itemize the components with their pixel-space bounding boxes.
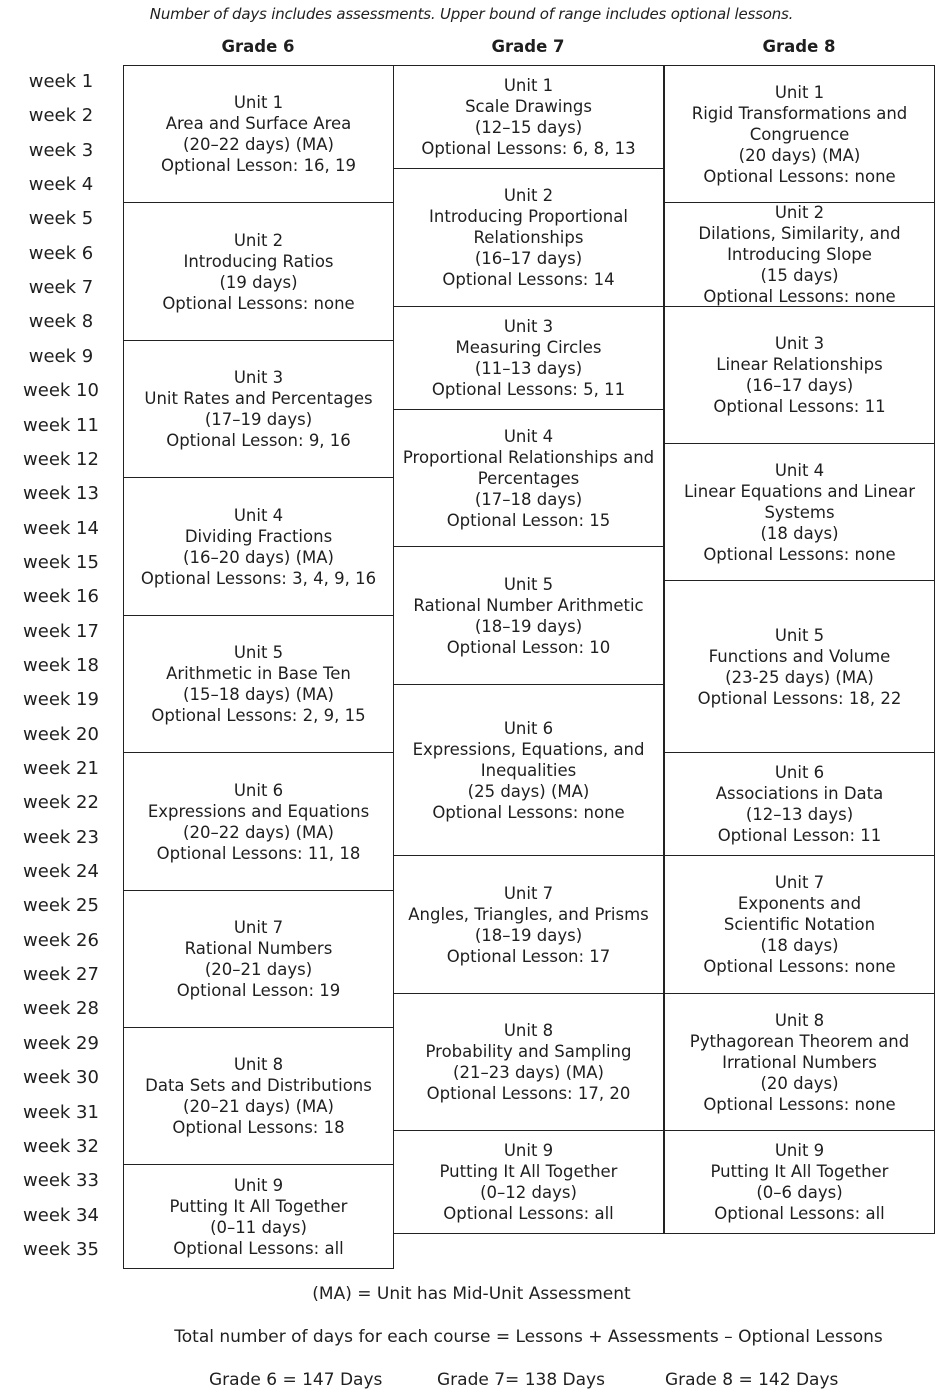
grade6-unit-8-cell bbox=[123, 1027, 394, 1165]
unit-detail-line: Optional Lessons: 3, 4, 9, 16 bbox=[140, 568, 377, 588]
week-label: week 19 bbox=[23, 689, 99, 711]
week-label: week 5 bbox=[28, 208, 94, 230]
unit-number: Unit 7 bbox=[233, 918, 284, 937]
unit-detail-line: Optional Lessons: none bbox=[703, 544, 896, 564]
unit-detail-line: (18 days) bbox=[760, 936, 839, 955]
unit-detail-line: Measuring Circles bbox=[455, 338, 602, 357]
unit-detail-line: Congruence bbox=[749, 124, 850, 144]
week-label: week 25 bbox=[23, 895, 99, 917]
grade8-unit-6-cell bbox=[664, 752, 935, 856]
unit-detail-line: Optional Lessons: all bbox=[173, 1238, 344, 1258]
unit-detail-line: Percentages bbox=[477, 468, 580, 488]
unit-detail-line: Linear Equations and Linear bbox=[683, 481, 915, 501]
unit-number: Unit 4 bbox=[233, 505, 284, 525]
unit-detail-line: Probability and Sampling bbox=[425, 1042, 632, 1061]
week-label: week 14 bbox=[23, 517, 99, 539]
unit-detail-line: Proportional Relationships and bbox=[402, 447, 655, 467]
unit-detail-line: (18–19 days) bbox=[474, 925, 583, 945]
grade8-unit-8-cell bbox=[664, 993, 935, 1131]
week-label: week 22 bbox=[23, 792, 99, 814]
unit-detail-line: Relationships bbox=[473, 228, 584, 247]
unit-number: Unit 3 bbox=[774, 334, 825, 353]
unit-detail-line: (11–13 days) bbox=[474, 359, 583, 378]
unit-detail-line: Optional Lessons: none bbox=[432, 802, 625, 822]
grade8-unit-4-cell bbox=[664, 443, 935, 581]
unit-number: Unit 4 bbox=[503, 426, 554, 446]
grade6-unit-7-cell bbox=[123, 890, 394, 1028]
grade-6-header: Grade 6 bbox=[221, 37, 295, 56]
unit-detail-line: Optional Lessons: 11, 18 bbox=[156, 843, 361, 863]
unit-detail-line: Optional Lessons: 6, 8, 13 bbox=[421, 139, 636, 158]
unit-detail-line: Optional Lesson: 19 bbox=[176, 981, 341, 1000]
unit-number: Unit 5 bbox=[503, 574, 554, 594]
unit-detail-line: Dilations, Similarity, and bbox=[698, 224, 901, 243]
unit-detail-line: Optional Lesson: 15 bbox=[446, 510, 611, 530]
unit-number: Unit 9 bbox=[503, 1141, 554, 1160]
week-label: week 28 bbox=[23, 998, 99, 1020]
unit-detail-line: Rational Number Arithmetic bbox=[413, 595, 644, 615]
unit-detail-line: (16–17 days) bbox=[474, 249, 583, 268]
grade6-unit-1-cell bbox=[123, 65, 394, 203]
grade7-unit-6-cell bbox=[393, 684, 664, 856]
unit-detail-line: (20–22 days) (MA) bbox=[183, 822, 334, 842]
week-label: week 30 bbox=[23, 1067, 99, 1089]
unit-detail-line: (12–13 days) bbox=[745, 805, 854, 824]
unit-number: Unit 7 bbox=[774, 873, 825, 892]
week-label: week 20 bbox=[23, 723, 99, 745]
unit-detail-line: Data Sets and Distributions bbox=[145, 1076, 372, 1095]
unit-number: Unit 2 bbox=[774, 203, 825, 222]
week-label: week 24 bbox=[23, 861, 99, 883]
unit-detail-line: Rational Numbers bbox=[184, 939, 333, 958]
grade-7-total: Grade 7= 138 Days bbox=[437, 1370, 605, 1390]
unit-detail-line: Optional Lesson: 11 bbox=[717, 826, 882, 845]
week-label: week 31 bbox=[23, 1101, 99, 1123]
week-label: week 12 bbox=[23, 448, 99, 470]
unit-detail-line: Putting It All Together bbox=[710, 1162, 889, 1181]
grade6-unit-5-cell bbox=[123, 615, 394, 753]
unit-detail-line: (15–18 days) (MA) bbox=[183, 685, 334, 704]
unit-number: Unit 6 bbox=[233, 780, 284, 800]
unit-detail-line: Optional Lessons: none bbox=[703, 957, 896, 976]
unit-detail-line: Optional Lessons: none bbox=[703, 287, 896, 306]
unit-number: Unit 2 bbox=[233, 230, 284, 250]
week-label: week 23 bbox=[23, 826, 99, 848]
week-label: week 18 bbox=[23, 654, 99, 676]
unit-detail-line: Linear Relationships bbox=[716, 355, 883, 374]
week-label: week 15 bbox=[23, 551, 99, 573]
unit-number: Unit 8 bbox=[503, 1021, 554, 1040]
unit-number: Unit 4 bbox=[774, 460, 825, 480]
week-label: week 13 bbox=[23, 483, 99, 505]
unit-detail-line: Optional Lessons: none bbox=[162, 293, 355, 313]
unit-detail-line: (16–20 days) (MA) bbox=[183, 547, 334, 567]
week-label: week 7 bbox=[28, 277, 94, 299]
unit-detail-line: Optional Lessons: 2, 9, 15 bbox=[151, 706, 366, 725]
week-label: week 8 bbox=[28, 311, 94, 333]
unit-detail-line: (20 days) (MA) bbox=[738, 145, 861, 165]
grade7-unit-2-cell bbox=[393, 168, 664, 307]
unit-detail-line: (15 days) bbox=[760, 266, 839, 285]
unit-detail-line: Optional Lessons: 14 bbox=[442, 270, 615, 289]
unit-detail-line: Expressions, Equations, and bbox=[412, 739, 645, 759]
unit-detail-line: Introducing Ratios bbox=[183, 251, 334, 271]
unit-detail-line: (20–22 days) (MA) bbox=[183, 135, 334, 154]
grade6-unit-2-cell bbox=[123, 202, 394, 341]
unit-number: Unit 3 bbox=[503, 317, 554, 336]
unit-number: Unit 6 bbox=[774, 763, 825, 782]
unit-number: Unit 1 bbox=[233, 93, 284, 112]
unit-detail-line: (0–6 days) bbox=[756, 1183, 843, 1202]
grade7-unit-9-cell bbox=[393, 1130, 664, 1234]
grade6-unit-4-cell bbox=[123, 477, 394, 616]
grade-8-total: Grade 8 = 142 Days bbox=[665, 1370, 839, 1390]
week-label: week 9 bbox=[28, 345, 94, 367]
ma-legend: (MA) = Unit has Mid-Unit Assessment bbox=[312, 1284, 631, 1304]
unit-detail-line: (17–18 days) bbox=[474, 489, 583, 509]
unit-number: Unit 1 bbox=[503, 76, 554, 95]
unit-detail-line: (18–19 days) bbox=[474, 616, 583, 636]
week-label: week 33 bbox=[23, 1170, 99, 1192]
grade7-unit-7-cell bbox=[393, 855, 664, 994]
week-label: week 26 bbox=[23, 929, 99, 951]
unit-number: Unit 9 bbox=[774, 1141, 825, 1160]
grade6-unit-3-cell bbox=[123, 340, 394, 478]
grade8-unit-9-cell bbox=[664, 1130, 935, 1234]
unit-detail-line: (0–12 days) bbox=[480, 1183, 577, 1202]
unit-detail-line: (0–11 days) bbox=[210, 1217, 307, 1237]
unit-detail-line: (17–19 days) bbox=[204, 410, 313, 429]
week-label: week 27 bbox=[23, 964, 99, 986]
grade-7-header: Grade 7 bbox=[491, 37, 565, 56]
unit-detail-line: Scale Drawings bbox=[465, 97, 592, 116]
week-label: week 32 bbox=[23, 1135, 99, 1157]
week-label: week 6 bbox=[28, 242, 94, 264]
unit-detail-line: Inequalities bbox=[480, 760, 577, 780]
unit-detail-line: (19 days) bbox=[219, 272, 298, 292]
grade7-unit-8-cell bbox=[393, 993, 664, 1131]
unit-detail-line: Exponents and bbox=[737, 894, 862, 913]
unit-detail-line: Optional Lessons: none bbox=[703, 1094, 896, 1114]
unit-detail-line: Area and Surface Area bbox=[165, 114, 352, 133]
unit-detail-line: Optional Lessons: 5, 11 bbox=[431, 380, 626, 399]
grade8-unit-7-cell bbox=[664, 855, 935, 994]
unit-number: Unit 6 bbox=[503, 718, 554, 738]
unit-detail-line: Optional Lessons: 18 bbox=[172, 1118, 345, 1137]
unit-detail-line: Optional Lessons: 17, 20 bbox=[426, 1084, 631, 1103]
unit-detail-line: Putting It All Together bbox=[169, 1196, 348, 1216]
unit-detail-line: Optional Lesson: 17 bbox=[446, 946, 611, 966]
intro-note: Number of days includes assessments. Upper bound of range includes optional lessons. bbox=[149, 5, 794, 23]
week-label: week 10 bbox=[23, 380, 99, 402]
unit-detail-line: (20 days) bbox=[760, 1073, 839, 1093]
grade7-unit-5-cell bbox=[393, 546, 664, 685]
unit-detail-line: Systems bbox=[764, 502, 835, 522]
unit-detail-line: Introducing Proportional bbox=[429, 207, 628, 226]
unit-number: Unit 5 bbox=[774, 625, 825, 645]
unit-detail-line: Pythagorean Theorem and bbox=[689, 1031, 910, 1051]
week-label: week 4 bbox=[28, 174, 94, 196]
unit-detail-line: Angles, Triangles, and Prisms bbox=[408, 904, 649, 924]
unit-detail-line: (20–21 days) (MA) bbox=[183, 1097, 334, 1116]
grade-8-header: Grade 8 bbox=[762, 37, 836, 56]
week-label: week 16 bbox=[23, 586, 99, 608]
unit-number: Unit 9 bbox=[233, 1175, 284, 1195]
unit-detail-line: Unit Rates and Percentages bbox=[144, 389, 373, 408]
unit-detail-line: Optional Lessons: none bbox=[703, 166, 896, 186]
unit-detail-line: Functions and Volume bbox=[708, 646, 891, 666]
unit-detail-line: Optional Lesson: 9, 16 bbox=[166, 431, 351, 450]
week-label: week 29 bbox=[23, 1032, 99, 1054]
unit-detail-line: (16–17 days) bbox=[745, 376, 854, 395]
unit-detail-line: Dividing Fractions bbox=[184, 526, 333, 546]
unit-detail-line: Optional Lesson: 16, 19 bbox=[160, 156, 357, 175]
unit-detail-line: (12–15 days) bbox=[474, 118, 583, 137]
week-label: week 11 bbox=[23, 414, 99, 436]
week-label: week 21 bbox=[23, 758, 99, 779]
unit-detail-line: Optional Lessons: 11 bbox=[713, 397, 886, 416]
grade7-unit-3-cell bbox=[393, 306, 664, 410]
unit-detail-line: (21–23 days) (MA) bbox=[453, 1063, 604, 1082]
unit-number: Unit 3 bbox=[233, 368, 284, 387]
week-label: week 17 bbox=[23, 620, 99, 642]
week-label: week 3 bbox=[28, 139, 94, 161]
unit-number: Unit 2 bbox=[503, 186, 554, 205]
week-label: week 34 bbox=[23, 1204, 99, 1226]
unit-detail-line: Optional Lessons: all bbox=[714, 1204, 885, 1223]
unit-detail-line: (23-25 days) (MA) bbox=[725, 667, 874, 687]
week-label: week 2 bbox=[28, 105, 94, 127]
unit-detail-line: Introducing Slope bbox=[727, 245, 872, 264]
grade8-unit-5-cell bbox=[664, 580, 935, 753]
grade7-unit-1-cell bbox=[393, 65, 664, 169]
grade8-unit-1-cell bbox=[664, 65, 935, 203]
unit-number: Unit 8 bbox=[233, 1055, 284, 1074]
unit-detail-line: Optional Lessons: 18, 22 bbox=[697, 688, 902, 708]
unit-detail-line: Putting It All Together bbox=[439, 1162, 618, 1181]
unit-number: Unit 8 bbox=[774, 1010, 825, 1030]
unit-detail-line: Expressions and Equations bbox=[147, 801, 370, 821]
unit-detail-line: (25 days) (MA) bbox=[467, 781, 590, 801]
unit-detail-line: Rigid Transformations and bbox=[691, 103, 908, 123]
week-label: week 1 bbox=[28, 71, 94, 92]
unit-detail-line: Optional Lesson: 10 bbox=[446, 637, 611, 657]
grade6-unit-9-cell bbox=[123, 1164, 394, 1269]
unit-detail-line: Irrational Numbers bbox=[722, 1052, 877, 1072]
unit-detail-line: Scientific Notation bbox=[723, 915, 876, 934]
grade8-unit-2-cell bbox=[664, 202, 935, 307]
unit-detail-line: (20–21 days) bbox=[204, 960, 313, 979]
unit-detail-line: Associations in Data bbox=[715, 784, 884, 803]
grade6-unit-6-cell bbox=[123, 752, 394, 891]
unit-detail-line: Arithmetic in Base Ten bbox=[166, 664, 351, 683]
unit-number: Unit 1 bbox=[774, 82, 825, 102]
grade8-unit-3-cell bbox=[664, 306, 935, 444]
unit-number: Unit 7 bbox=[503, 883, 554, 903]
total-formula: Total number of days for each course = Lessons + Assessments – Optional Lessons bbox=[174, 1327, 883, 1347]
unit-detail-line: Optional Lessons: all bbox=[443, 1204, 614, 1223]
grade7-unit-4-cell bbox=[393, 409, 664, 547]
unit-detail-line: (18 days) bbox=[760, 523, 839, 543]
week-label: week 35 bbox=[23, 1238, 99, 1260]
grade-6-total: Grade 6 = 147 Days bbox=[209, 1370, 383, 1390]
unit-number: Unit 5 bbox=[233, 643, 284, 662]
